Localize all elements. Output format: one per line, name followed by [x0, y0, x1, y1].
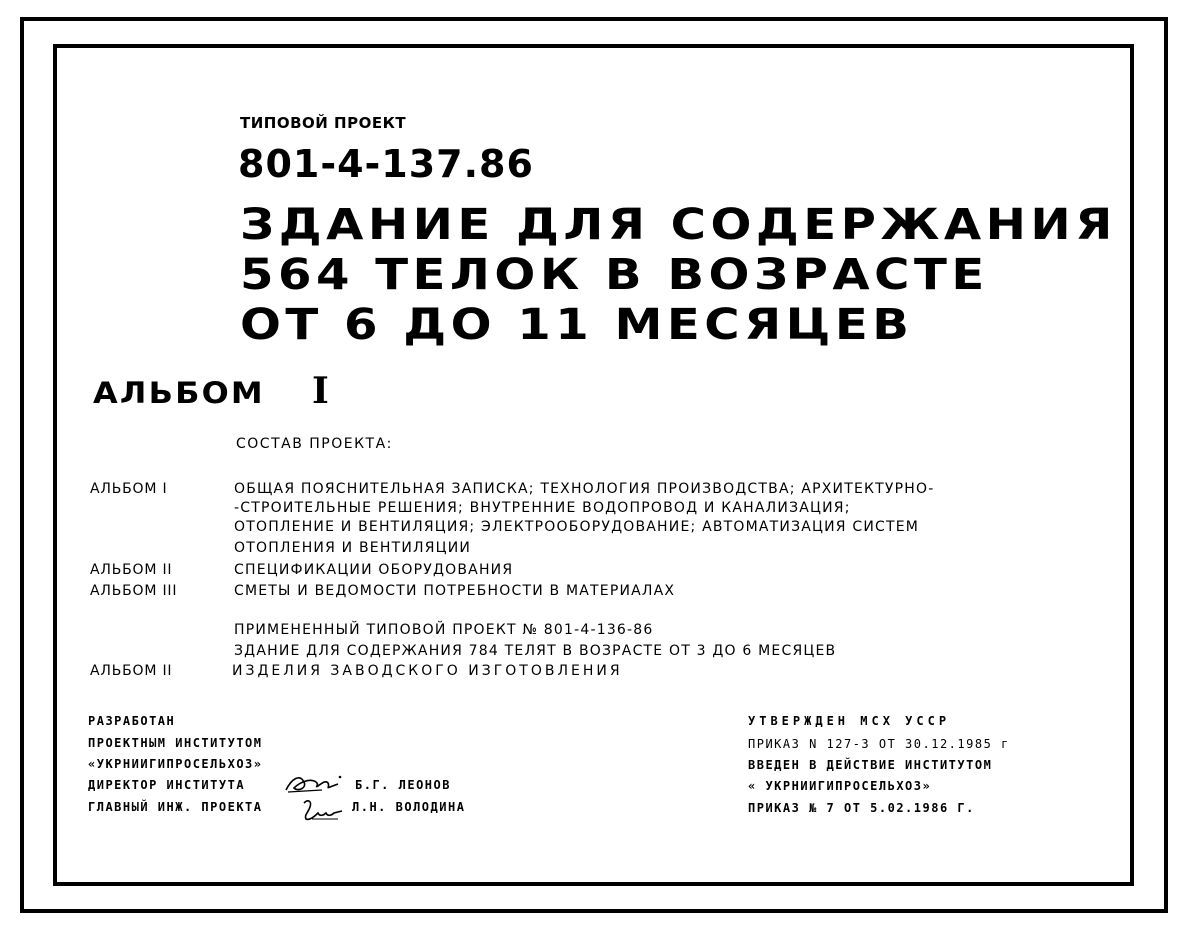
engineer-name: Л.Н. ВОЛОДИНА: [352, 800, 466, 814]
contents-line: СПЕЦИФИКАЦИИ ОБОРУДОВАНИЯ: [234, 562, 514, 578]
title-line-2: 564 ТЕЛОК В ВОЗРАСТЕ: [240, 250, 989, 300]
contents-album-label: АЛЬБОМ II: [90, 562, 173, 578]
title-line-3: ОТ 6 ДО 11 МЕСЯЦЕВ: [240, 300, 914, 350]
contents-line: ОТОПЛЕНИЯ И ВЕНТИЛЯЦИИ: [234, 540, 472, 556]
approved-line-1: УТВЕРЖДЕН МСХ УССР: [748, 714, 951, 728]
contents-album-label: АЛЬБОМ I: [90, 481, 168, 497]
engineer-role: ГЛАВНЫЙ ИНЖ. ПРОЕКТА: [88, 800, 263, 814]
contents-album-label: АЛЬБОМ III: [90, 583, 178, 599]
developed-line-2: ПРОЕКТНЫМ ИНСТИТУТОМ: [88, 736, 263, 750]
developed-line-1: РАЗРАБОТАН: [88, 714, 176, 728]
approved-order-1: ПРИКАЗ N 127-3 ОТ 30.12.1985 г: [748, 737, 1010, 751]
project-number: 801-4-137.86: [238, 142, 534, 186]
contents-line: ОБЩАЯ ПОЯСНИТЕЛЬНАЯ ЗАПИСКА; ТЕХНОЛОГИЯ ПРОИЗВОДСТВА; АРХИТЕКТУРНО-: [234, 481, 935, 497]
applied-project-title: ЗДАНИЕ ДЛЯ СОДЕРЖАНИЯ 784 ТЕЛЯТ В ВОЗРАСТЕ ОТ 3 ДО 6 МЕСЯЦЕВ: [234, 643, 837, 659]
approved-line-3: ВВЕДЕН В ДЕЙСТВИЕ ИНСТИТУТОМ: [748, 758, 993, 772]
director-role: ДИРЕКТОР ИНСТИТУТА: [88, 778, 246, 792]
approved-order-2: ПРИКАЗ № 7 ОТ 5.02.1986 Г.: [748, 801, 975, 815]
approved-line-4: « УКРНИИГИПРОСЕЛЬХОЗ»: [748, 779, 932, 793]
album-heading: АЛЬБОМ: [93, 376, 265, 410]
album-number: I: [312, 370, 329, 412]
project-type-label: ТИПОВОЙ ПРОЕКТ: [240, 114, 407, 132]
contents-line: СМЕТЫ И ВЕДОМОСТИ ПОТРЕБНОСТИ В МАТЕРИАЛАХ: [234, 583, 676, 599]
applied-album-text: ИЗДЕЛИЯ ЗАВОДСКОГО ИЗГОТОВЛЕНИЯ: [232, 663, 623, 679]
title-line-1: ЗДАНИЕ ДЛЯ СОДЕРЖАНИЯ: [240, 200, 1117, 250]
engineer-signature: [298, 795, 346, 829]
contents-heading: СОСТАВ ПРОЕКТА:: [236, 436, 393, 452]
developed-line-3: «УКРНИИГИПРОСЕЛЬХОЗ»: [88, 757, 263, 771]
director-name: Б.Г. ЛЕОНОВ: [355, 778, 451, 792]
applied-project-line: ПРИМЕНЕННЫЙ ТИПОВОЙ ПРОЕКТ № 801-4-136-86: [234, 622, 654, 638]
contents-line: ОТОПЛЕНИЕ И ВЕНТИЛЯЦИЯ; ЭЛЕКТРООБОРУДОВАНИЕ; АВТОМАТИЗАЦИЯ СИСТЕМ: [234, 519, 920, 535]
contents-line: -СТРОИТЕЛЬНЫЕ РЕШЕНИЯ; ВНУТРЕННИЕ ВОДОПРОВОД И КАНАЛИЗАЦИЯ;: [234, 500, 851, 516]
applied-album-label: АЛЬБОМ II: [90, 663, 173, 679]
